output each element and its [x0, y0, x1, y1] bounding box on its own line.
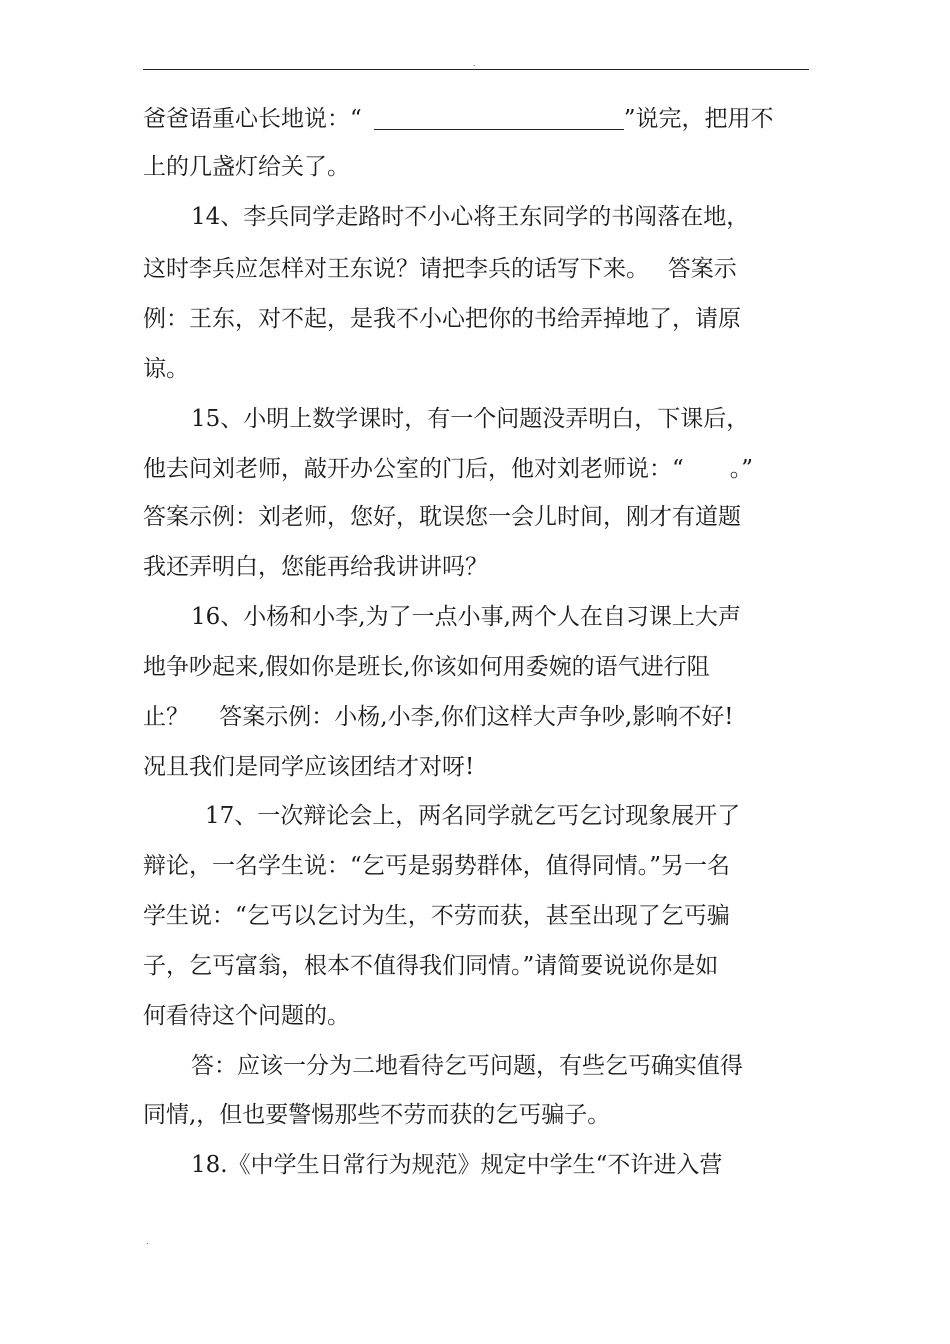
question-16-line-4: 况且我们是同学应该团结才对呀! — [143, 754, 475, 780]
question-14-line-2: 这时李兵应怎样对王东说？请把李兵的话写下来。 答案示 — [143, 256, 737, 282]
question-17-line-1: 17、一次辩论会上，两名同学就乞丐乞讨现象展开了 — [205, 803, 741, 829]
question-17-line-2: 辩论，一名学生说：“乞丐是弱势群体，值得同情。”另一名 — [143, 853, 731, 879]
header-rule — [143, 69, 809, 70]
text-line-1-end: ”说完，把用不 — [623, 106, 774, 132]
question-15-line-1: 15、小明上数学课时，有一个问题没弄明白，下课后， — [191, 406, 750, 432]
footer-mark: . — [146, 1237, 149, 1246]
question-14-line-1: 14、李兵同学走路时不小心将王东同学的书闯落在地， — [191, 204, 750, 230]
question-16-line-2: 地争吵起来,假如你是班长,你该如何用委婉的语气进行阻 — [143, 654, 710, 680]
question-15-line-3: 答案示例：刘老师，您好，耽误您一会儿时间，刚才有道题 — [143, 504, 741, 530]
header-mark: . — [473, 59, 476, 68]
question-14-line-4: 谅。 — [143, 356, 189, 382]
answer-blank[interactable] — [374, 107, 624, 130]
question-18-line-1: 18.《中学生日常行为规范》规定中学生“不许进入营 — [191, 1152, 723, 1178]
question-16-line-3: 止？ 答案示例：小杨,小李,你们这样大声争吵,影响不好! — [143, 704, 734, 730]
question-15-line-4: 我还弄明白，您能再给我讲讲吗？ — [143, 554, 488, 580]
text-line-1 — [143, 104, 809, 134]
answer-17-line-1: 答：应该一分为二地看待乞丐问题，有些乞丐确实值得 — [191, 1053, 743, 1079]
question-17-line-3: 学生说：“乞丐以乞讨为生，不劳而获，甚至出现了乞丐骗 — [143, 903, 730, 929]
question-15-line-2: 他去问刘老师，敲开办公室的门后，他对刘老师说：“ 。” — [143, 456, 754, 482]
text-line-1-start: 爸爸语重心长地说：“ — [143, 106, 362, 132]
answer-17-line-2: 同情,，但也要警惕那些不劳而获的乞丐骗子。 — [143, 1102, 611, 1128]
question-17-line-4: 子，乞丐富翁，根本不值得我们同情。”请简要说说你是如 — [143, 953, 719, 979]
question-17-line-5: 何看待这个问题的。 — [143, 1003, 350, 1029]
text-line-2: 上的几盏灯给关了。 — [143, 154, 350, 180]
question-14-line-3: 例：王东，对不起，是我不小心把你的书给弄掉地了，请原 — [143, 306, 741, 332]
question-16-line-1: 16、小杨和小李,为了一点小事,两个人在自习课上大声 — [191, 604, 741, 630]
